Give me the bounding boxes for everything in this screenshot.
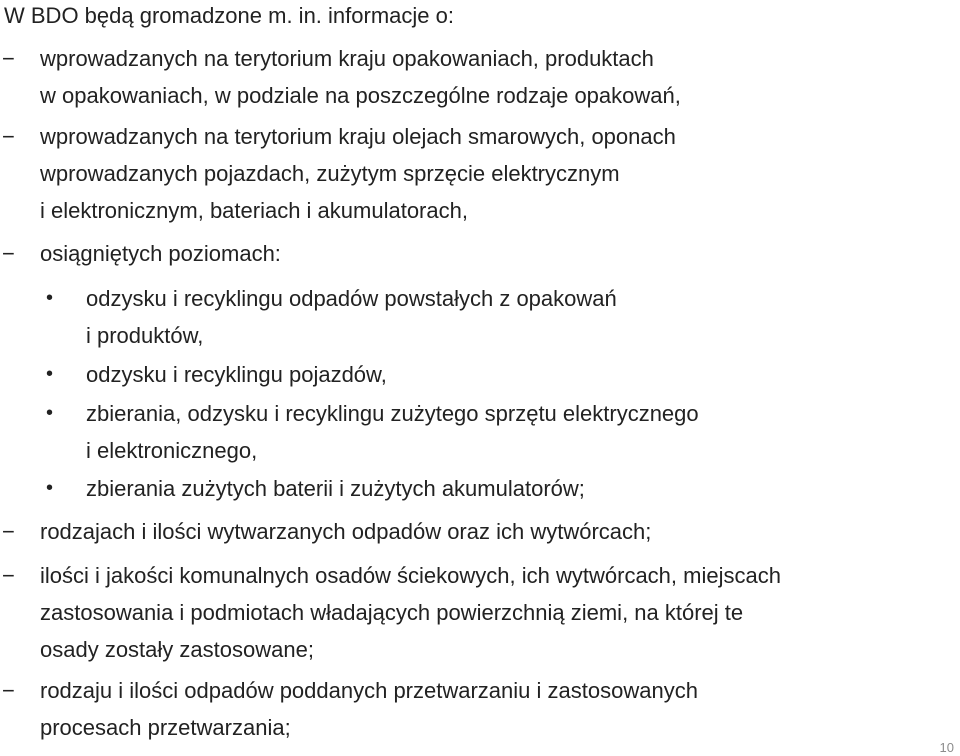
list-item [40,118,958,229]
list-item [40,672,958,746]
item-line: wprowadzanych pojazdach, zużytym sprzęcie elektrycznym [40,161,620,186]
bullet-marker: • [46,477,54,499]
sub-list-item [86,280,958,354]
sub-list-item [86,356,958,393]
item-line: osiągniętych poziomach: [40,241,281,266]
bullet-marker: • [46,287,54,309]
dash-marker: − [2,519,15,544]
dash-marker: − [2,563,15,588]
bullet-marker: • [46,402,54,424]
item-line: rodzaju i ilości odpadów poddanych przetwarzaniu i zastosowanych [40,678,698,703]
sub-list-item [86,470,958,507]
item-line: i elektronicznym, bateriach i akumulatorach, [40,198,468,223]
list-item [40,557,958,668]
dash-marker: − [2,46,15,71]
dash-marker: − [2,678,15,703]
sub-list-item [86,395,958,469]
item-line: procesach przetwarzania; [40,715,291,740]
dash-marker: − [2,241,15,266]
item-line: rodzajach i ilości wytwarzanych odpadów oraz ich wytwórcach; [40,519,652,544]
item-line: i produktów, [86,323,204,348]
item-line: i elektronicznego, [86,438,258,463]
item-line: osady zostały zastosowane; [40,637,314,662]
list-item [40,40,958,114]
item-line: w opakowaniach, w podziale na poszczególne rodzaje opakowań, [40,83,681,108]
item-line: wprowadzanych na terytorium kraju olejach smarowych, oponach [40,124,676,149]
item-line: zbierania zużytych baterii i zużytych akumulatorów; [86,476,585,501]
item-line: zbierania, odzysku i recyklingu zużytego sprzętu elektrycznego [86,401,699,426]
item-line: odzysku i recyklingu pojazdów, [86,362,387,387]
dash-marker: − [2,124,15,149]
item-line: odzysku i recyklingu odpadów powstałych z opakowań [86,286,617,311]
item-line: zastosowania i podmiotach władających powierzchnią ziemi, na której te [40,600,744,625]
slide-heading: W BDO będą gromadzone m. in. informacje o: [4,3,454,28]
list-item [40,235,958,272]
list-item [40,513,958,550]
page-number: 10 [939,740,954,755]
bullet-marker: • [46,363,54,385]
item-line: wprowadzanych na terytorium kraju opakowaniach, produktach [40,46,654,71]
item-line: ilości i jakości komunalnych osadów ściekowych, ich wytwórcach, miejscach [40,563,781,588]
